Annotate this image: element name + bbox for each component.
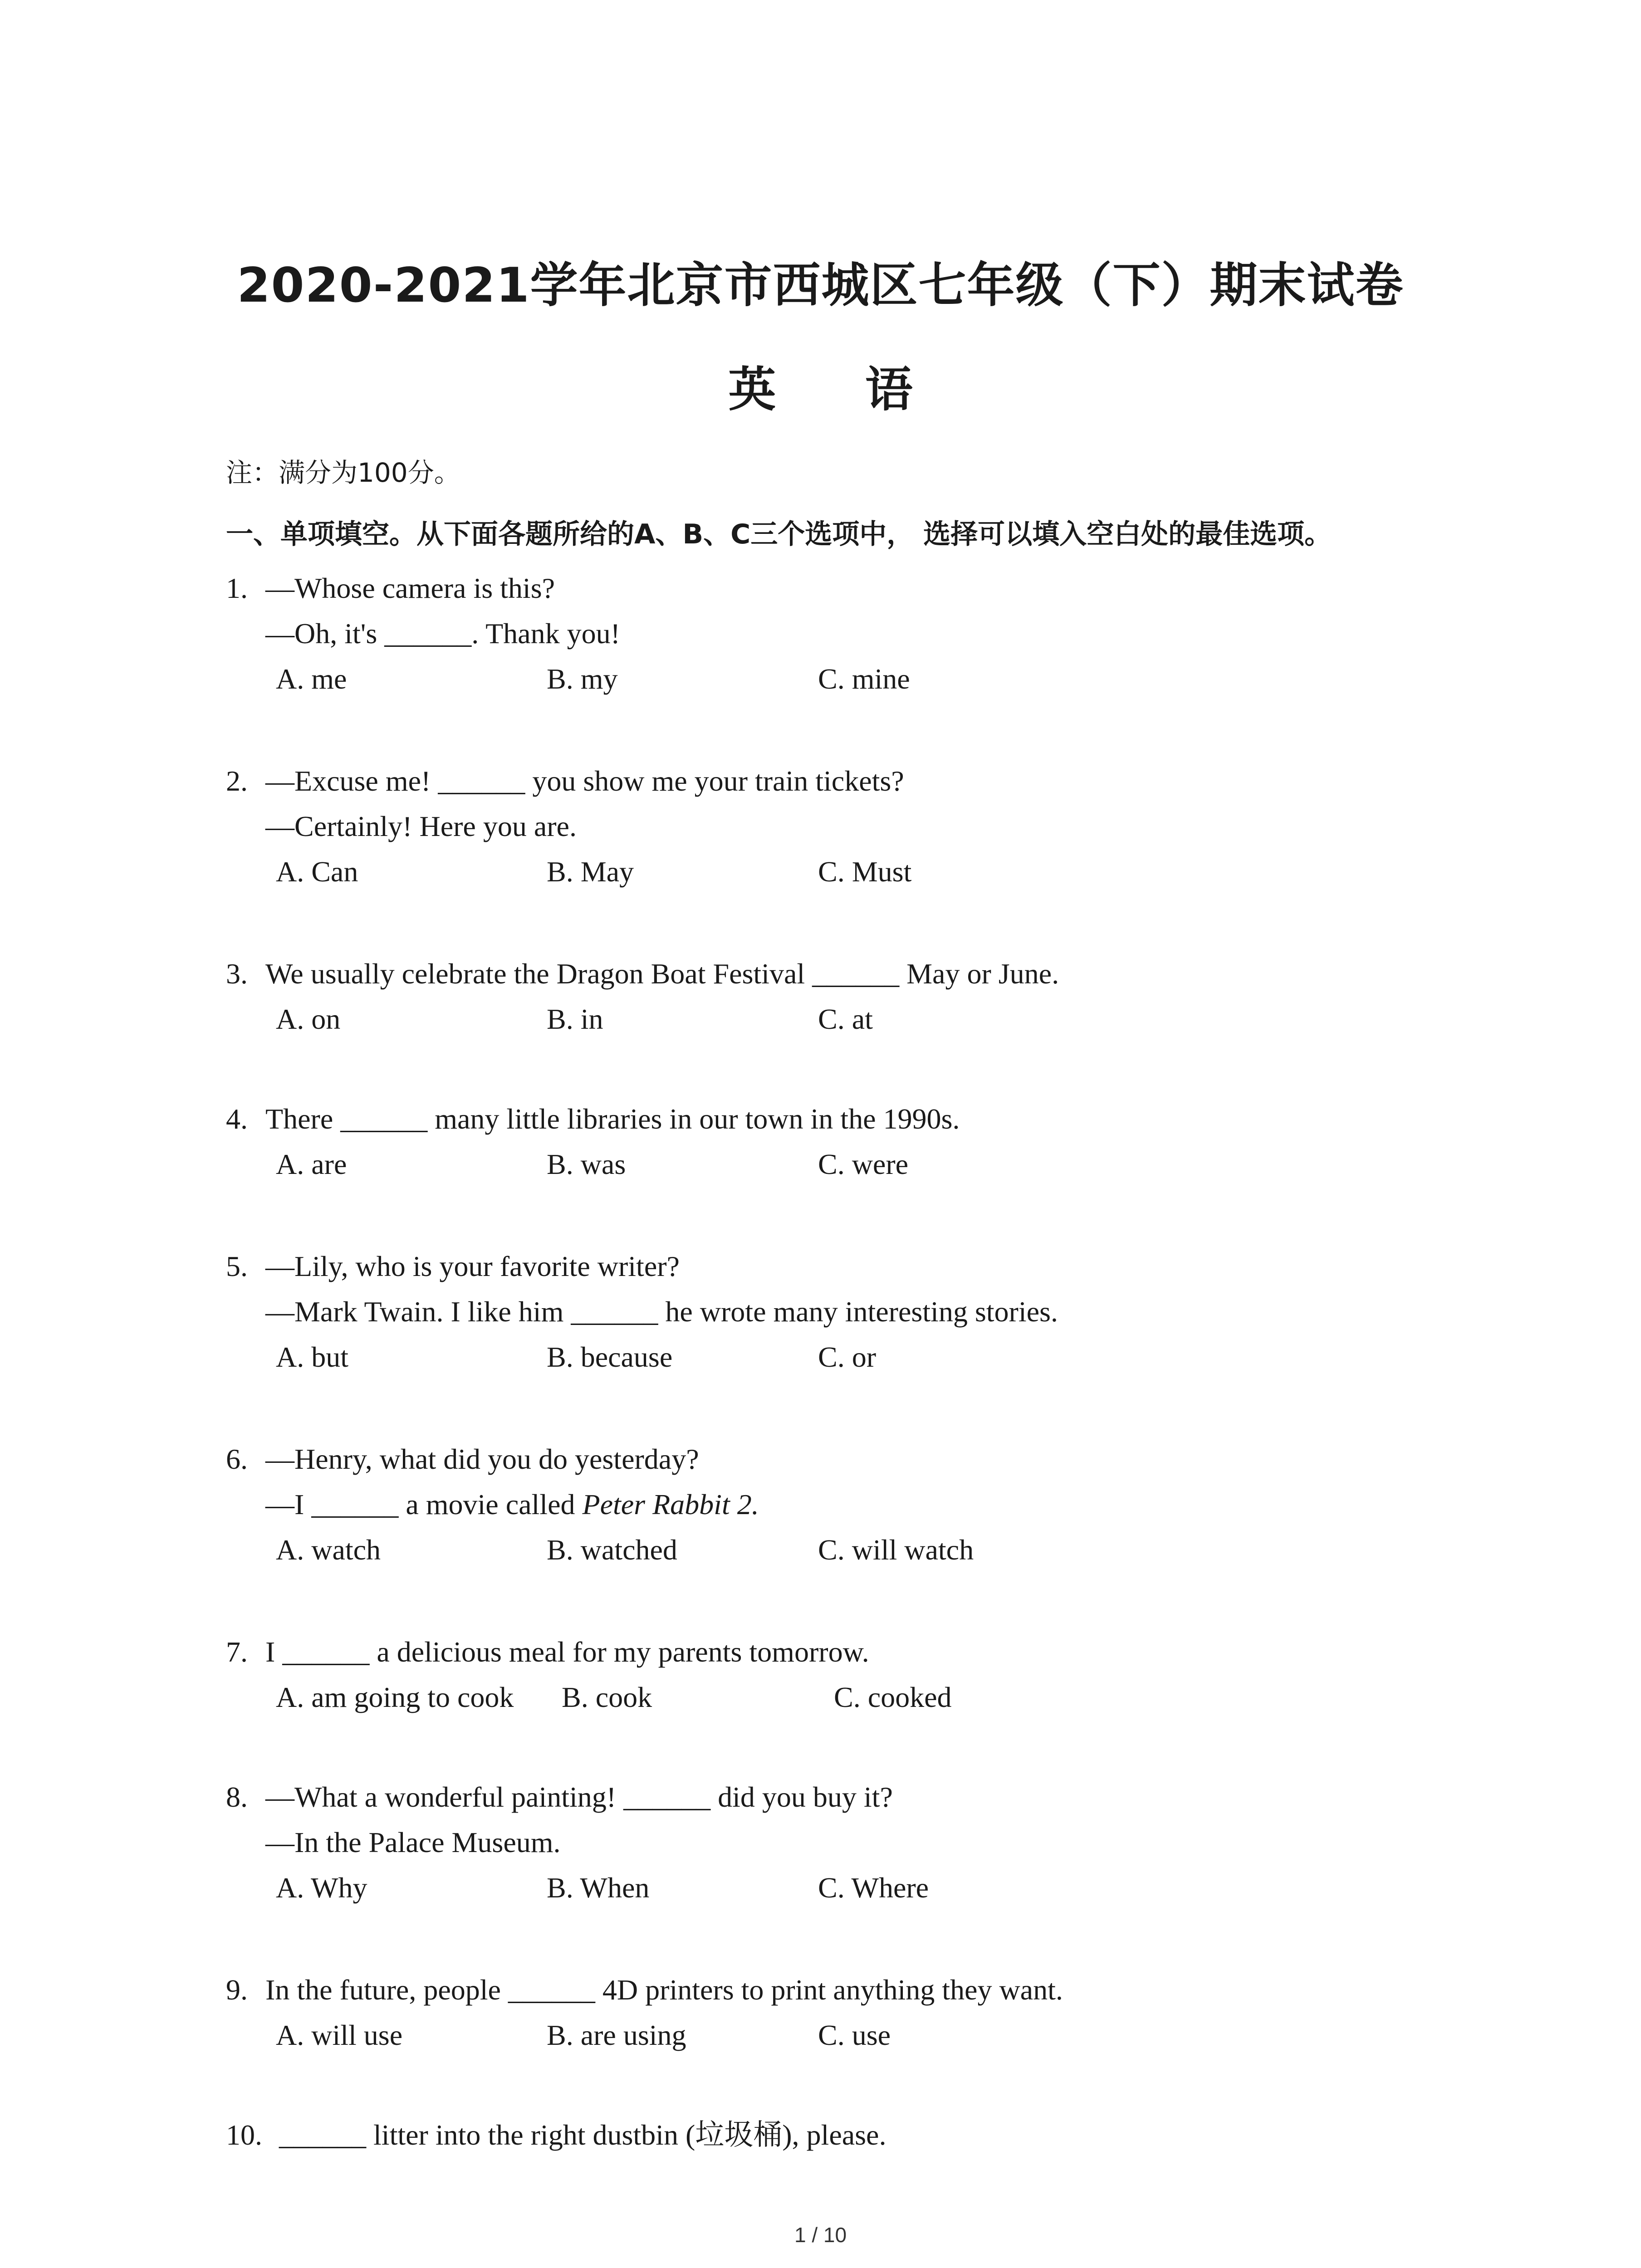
option-a: A. but (276, 1341, 348, 1373)
question-number: 5. (226, 1250, 248, 1282)
option-b: B. cook (562, 1681, 652, 1713)
option-c: C. at (818, 1003, 873, 1035)
option-b: B. are using (547, 2019, 686, 2051)
question-number: 8. (226, 1781, 248, 1813)
option-b: B. watched (547, 1534, 677, 1566)
question-text: In the future, people ______ 4D printers to print anything they want. (265, 1974, 1063, 2006)
option-a: A. me (276, 663, 347, 695)
question-text: There ______ many little libraries in our town in the 1990s. (265, 1103, 960, 1135)
option-a: A. on (276, 1003, 341, 1035)
option-c: C. Must (818, 855, 912, 888)
page-title: 2020-2021学年北京市西城区七年级（下）期末试卷 (237, 258, 1404, 313)
question-text: —Whose camera is this? (265, 572, 555, 604)
question-text: —Henry, what did you do yesterday? (265, 1443, 699, 1475)
question-number: 3. (226, 958, 248, 990)
question-text-line (265, 1490, 759, 1519)
question-text: —Oh, it's ______. Thank you! (265, 617, 620, 650)
question-number: 1. (226, 572, 248, 604)
option-a: A. Can (276, 855, 358, 888)
question-text: —I ______ a movie called (265, 1488, 575, 1520)
option-a: A. am going to cook (276, 1681, 514, 1713)
option-b: B. in (547, 1003, 603, 1035)
movie-title: Peter Rabbit 2. (582, 1488, 759, 1520)
option-b: B. because (547, 1341, 673, 1373)
subject-title: 英 语 (728, 362, 949, 417)
option-a: A. will use (276, 2019, 403, 2051)
option-c: C. or (818, 1341, 876, 1373)
question-text: ______ litter into the right dustbin (垃圾桶), please. (279, 2119, 887, 2151)
option-b: B. was (547, 1148, 626, 1180)
question-text: —Excuse me! ______ you show me your train tickets? (265, 765, 904, 797)
question-number: 4. (226, 1103, 248, 1135)
question-text: I ______ a delicious meal for my parents tomorrow. (265, 1636, 869, 1668)
question-text: —Lily, who is your favorite writer? (265, 1250, 680, 1282)
score-note: 注：满分为100分。 (226, 457, 460, 488)
option-a: A. Why (276, 1872, 367, 1904)
option-a: A. watch (276, 1534, 381, 1566)
option-c: C. will watch (818, 1534, 974, 1566)
option-b: B. May (547, 855, 634, 888)
question-text: —Mark Twain. I like him ______ he wrote many interesting stories. (265, 1295, 1058, 1328)
question-number: 2. (226, 765, 248, 797)
question-number: 9. (226, 1974, 248, 2006)
question-number: 10. (226, 2119, 262, 2151)
option-c: C. cooked (834, 1681, 952, 1713)
option-c: C. mine (818, 663, 910, 695)
option-b: B. my (547, 663, 618, 695)
question-number: 7. (226, 1636, 248, 1668)
option-c: C. were (818, 1148, 909, 1180)
section-title: 一、单项填空。从下面各题所给的A、B、C三个选项中， 选择可以填入空白处的最佳选项。 (226, 518, 1332, 550)
question-text: —Certainly! Here you are. (265, 810, 577, 842)
option-c: C. use (818, 2019, 891, 2051)
question-number: 6. (226, 1443, 248, 1475)
option-b: B. When (547, 1872, 650, 1904)
question-text: —What a wonderful painting! ______ did you buy it? (265, 1781, 893, 1813)
option-a: A. are (276, 1148, 347, 1180)
question-text: —In the Palace Museum. (265, 1826, 561, 1858)
page-number: 1 / 10 (794, 2223, 847, 2247)
option-c: C. Where (818, 1872, 929, 1904)
question-text: We usually celebrate the Dragon Boat Festival ______ May or June. (265, 958, 1059, 990)
